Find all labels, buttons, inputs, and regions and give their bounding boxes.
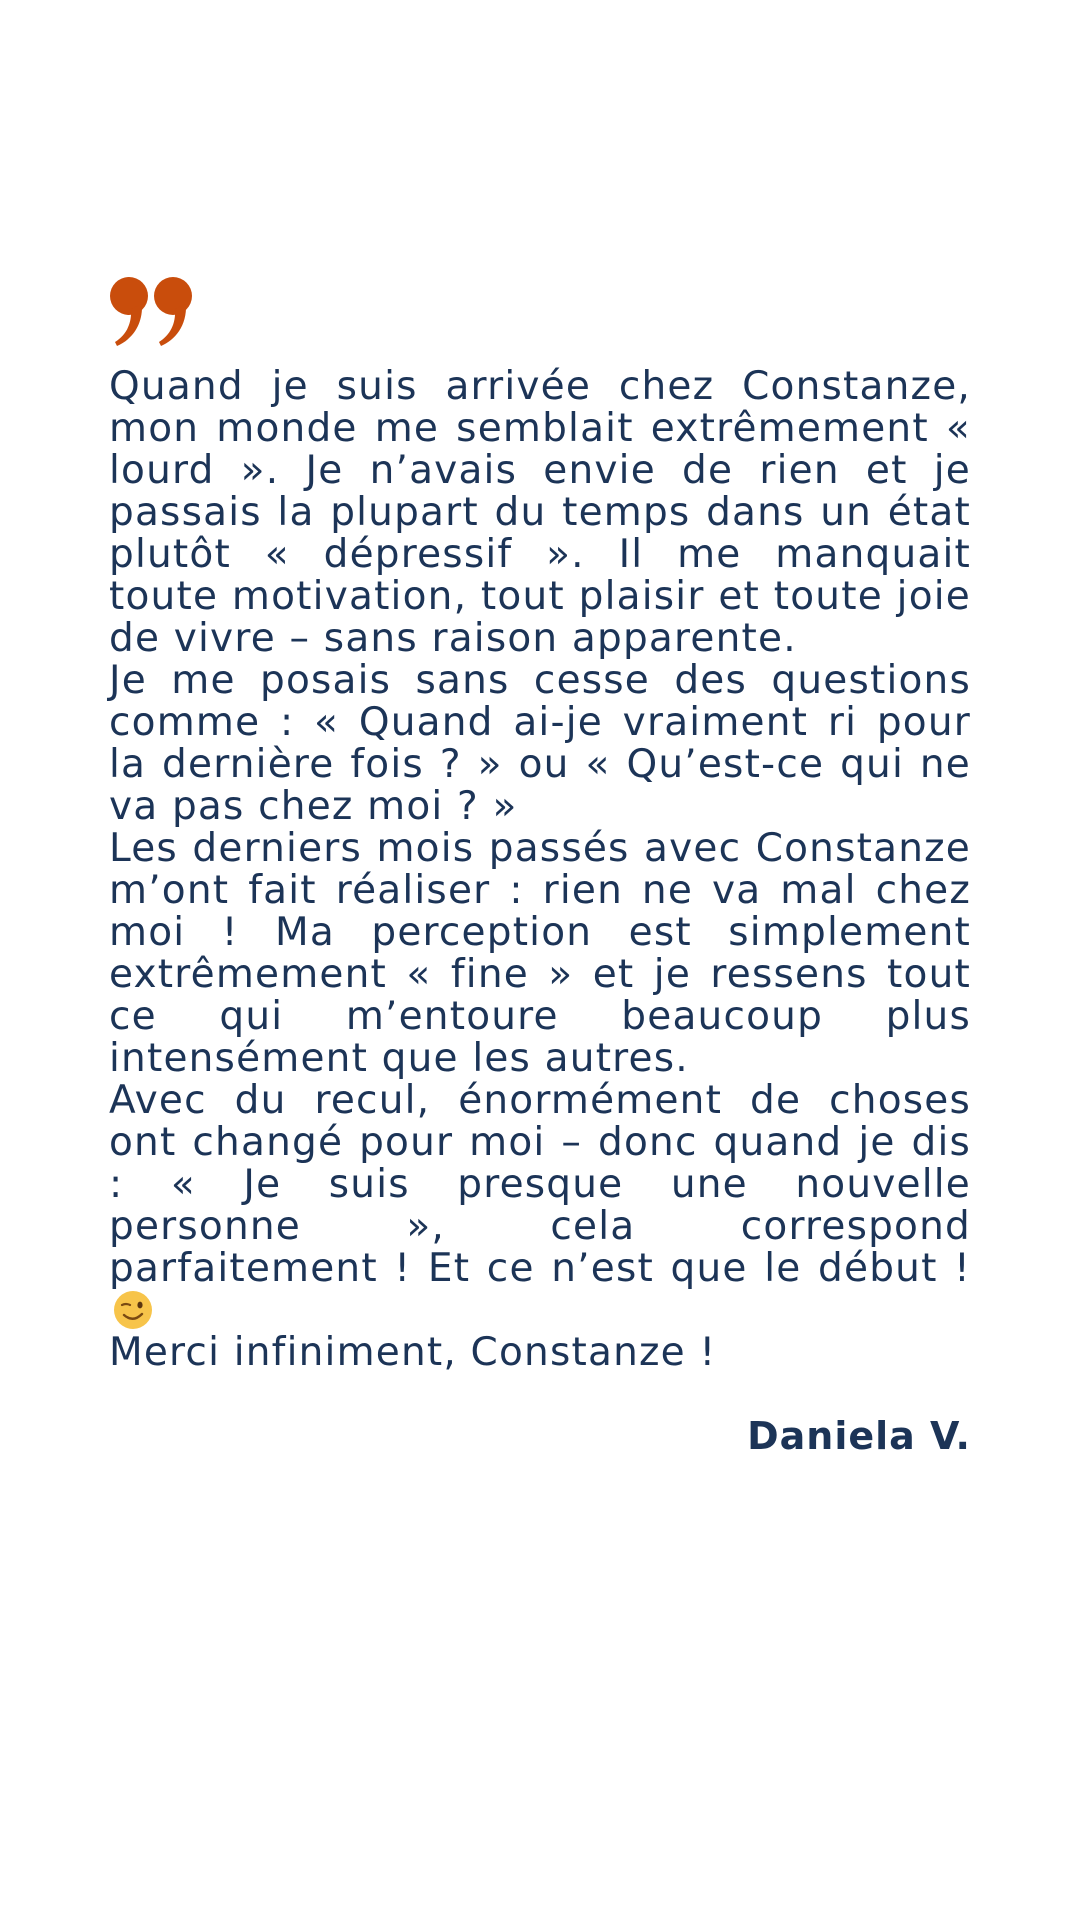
closing-quotation-mark-icon: [109, 276, 195, 348]
testimonial-paragraph-2: Je me posais sans cesse des questions comme : « Quand ai-je vraiment ri pour la dernière fois ? » ou « Qu’est-ce qui ne va pas chez moi ? »: [109, 658, 971, 829]
winking-face-emoji-icon: [113, 1290, 153, 1330]
testimonial-paragraph-4-text: Avec du recul, énormément de choses ont changé pour moi – donc quand je dis : « Je suis presque une nouvelle personne », cela correspond parfaitement ! Et ce n’est que le début !: [109, 1078, 971, 1291]
testimonial-paragraph-5: Merci infiniment, Constanze !: [109, 1330, 717, 1375]
testimonial-paragraph-1: Quand je suis arrivée chez Constanze, mon monde me semblait extrêmement « lourd ». Je n’avais envie de rien et je passais la plupart du temps dans un état plutôt « dépressif ». Il me manquait toute motivation, tout plaisir et toute joie de vivre – sans raison apparente.: [109, 364, 971, 661]
author-name: Daniela V.: [747, 1414, 971, 1458]
testimonial-paragraph-4: [109, 1080, 971, 1332]
testimonial-text: [109, 366, 971, 1374]
testimonial-paragraph-3: Les derniers mois passés avec Constanze m’ont fait réaliser : rien ne va mal chez moi ! Ma perception est simplement extrêmement « fine » et je ressens tout ce qui m’entoure beaucoup plus intensément que les autres.: [109, 826, 971, 1081]
